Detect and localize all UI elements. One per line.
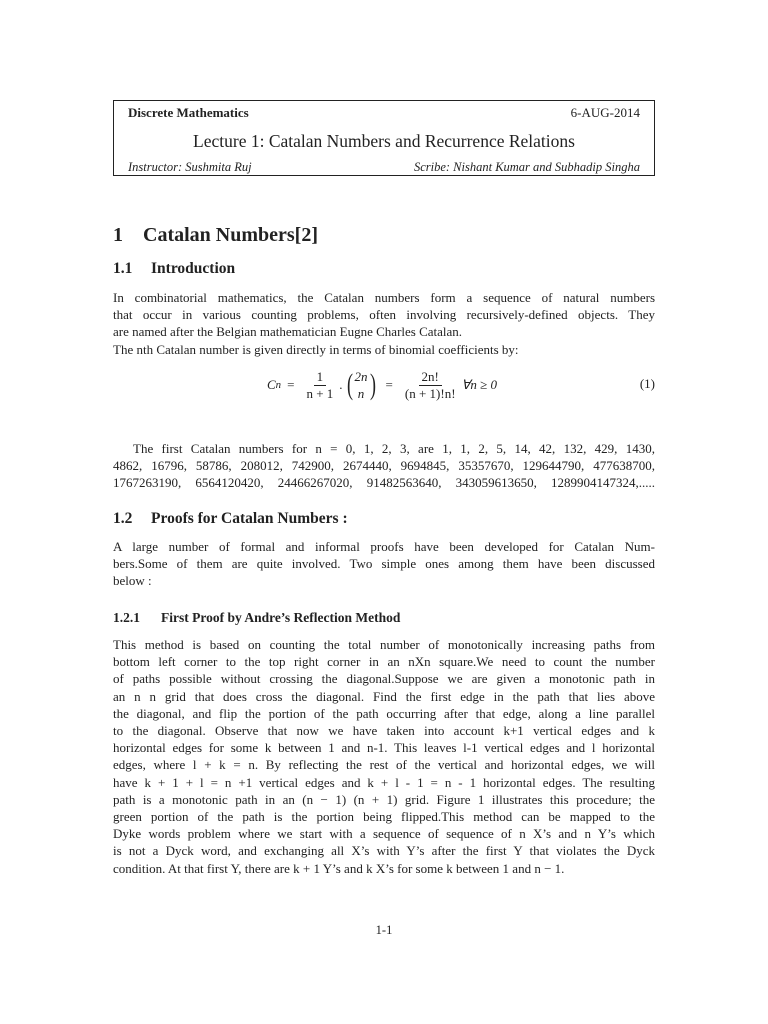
document-page — [113, 100, 655, 876]
lecture-title: Lecture 1: Catalan Numbers and Recurrence Relations — [193, 131, 575, 151]
text-line: path is a monotonic path in an (n − 1) (n + 1) grid. Figure 1 illustrates this procedure; the — [113, 791, 655, 807]
subsubsection-number: 1.2.1 — [113, 610, 140, 625]
equation-label: (1) — [639, 376, 655, 391]
text-line: the diagonal, and flip the portion of the path occurring after that edge, along a line parallel — [113, 705, 655, 721]
text-line: A large number of formal and informal proofs have been developed for Catalan Num- — [113, 539, 655, 554]
equation-body — [267, 365, 497, 405]
section-number: 1 — [113, 224, 123, 246]
binom-bottom: n — [357, 386, 365, 401]
binomial-entries — [355, 368, 368, 402]
text-line: This method is based on counting the total number of monotonically increasing paths from — [113, 637, 655, 652]
frac2-numerator: 2n! — [419, 369, 442, 386]
eq-lhs: C — [267, 377, 276, 392]
text-line: have k + 1 + l = n +1 vertical edges and k + l - 1 = n - 1 horizontal edges. The resulting — [113, 774, 655, 790]
subsubsection-title: First Proof by Andre’s Reflection Method — [161, 610, 401, 625]
binom-top: 2n — [354, 369, 368, 384]
header-credits-row — [128, 160, 640, 175]
frac1-numerator: 1 — [314, 369, 327, 386]
text-line: bers.Some of them are quite involved. Two simple ones among them have been discussed — [113, 556, 655, 572]
text-line: green portion of the path is the portion being flipped.This method can be mapped to the — [113, 809, 655, 825]
catalan-equation — [113, 365, 655, 405]
eq-binomial — [345, 368, 378, 402]
text-line: condition. At that first Y, there are k + 1 Y’s and k X’s for some k between 1 and n − 1. — [113, 860, 565, 876]
text-line: of paths possible without crossing the diagonal.Suppose we are given a monotonic path in — [113, 671, 655, 687]
section-heading-1 — [113, 224, 318, 247]
frac1-denominator: n + 1 — [306, 385, 334, 401]
eq-equals: = — [287, 377, 295, 392]
lecture-header-box — [113, 100, 655, 176]
text-line: 4862, 16796, 58786, 208012, 742900, 2674440, 9694845, 35357670, 129644790, 477638700, — [113, 458, 655, 474]
section-title: Catalan Numbers[2] — [143, 224, 318, 246]
course-name: Discrete Mathematics — [128, 105, 249, 120]
left-paren-glyph: ( — [346, 368, 353, 401]
subsection-title: Introduction — [151, 260, 236, 277]
text-line: The nth Catalan number is given directly in terms of binomial coefficients by: — [113, 341, 519, 357]
text-line: that occur in various counting problems, often involving recursively-defined objects. They — [113, 307, 655, 323]
text-line: Dyke words problem where we start with a sequence of sequence of n X’s and n Y’s which — [113, 826, 655, 842]
lecture-date: 6-AUG-2014 — [570, 105, 640, 120]
page-number: 1-1 — [375, 923, 393, 937]
subsubsection-heading-andre — [113, 610, 400, 626]
eq-lhs-sub: n — [275, 379, 282, 391]
text-line: The first Catalan numbers for n = 0, 1, 2, 3, are 1, 1, 2, 5, 14, 42, 132, 429, 1430, — [133, 441, 655, 456]
text-line: is not a Dyck word, and exchanging all X’s with Y’s after the first Y that violates the Dyck — [113, 843, 655, 859]
text-line: an n n grid that does cross the diagonal. Find the first edge in the path that lies above — [113, 688, 655, 704]
subsection-heading-intro — [113, 260, 235, 278]
proofs-paragraph — [113, 538, 655, 590]
right-paren-glyph: ) — [369, 368, 376, 401]
text-line: are named after the Belgian mathematician Eugne Charles Catalan. — [113, 324, 463, 340]
text-line: horizontal edges for some k between 1 and n-1. This leaves l-1 vertical edges and l horizontal — [113, 740, 655, 756]
eq-fraction-1 — [303, 369, 336, 402]
instructor-name: Instructor: Sushmita Ruj — [128, 160, 252, 174]
text-line: to the diagonal. Observe that now we have taken into account k+1 vertical edges and k — [113, 723, 655, 739]
text-line: In combinatorial mathematics, the Catalan numbers form a sequence of natural numbers — [113, 290, 655, 305]
subsection-title: Proofs for Catalan Numbers : — [151, 510, 348, 527]
header-top-row — [128, 105, 640, 121]
intro-paragraph — [113, 289, 655, 358]
catalan-values-paragraph — [113, 440, 655, 492]
text-line: below : — [113, 573, 152, 589]
eq-condition: ∀n ≥ 0 — [461, 377, 498, 392]
eq-fraction-2 — [402, 369, 459, 402]
subsection-number: 1.2 — [113, 510, 133, 527]
eq-dot: . — [339, 377, 343, 392]
scribe-names: Scribe: Nishant Kumar and Subhadip Singha — [413, 160, 640, 174]
reflection-method-paragraph — [113, 636, 655, 877]
text-line: bottom left corner to the top right corner in an nXn square.We need to count the number — [113, 654, 655, 670]
text-line: edges, where l + k = n. By reflecting the rest of the vertical and horizontal edges, we will — [113, 757, 655, 773]
subsection-heading-proofs — [113, 510, 348, 528]
frac2-denominator: (n + 1)!n! — [404, 385, 456, 401]
subsection-number: 1.1 — [113, 260, 133, 277]
text-line: 1767263190, 6564120420, 24466267020, 91482563640, 343059613650, 1289904147324,..... — [113, 475, 655, 491]
eq-equals-2: = — [385, 377, 393, 392]
